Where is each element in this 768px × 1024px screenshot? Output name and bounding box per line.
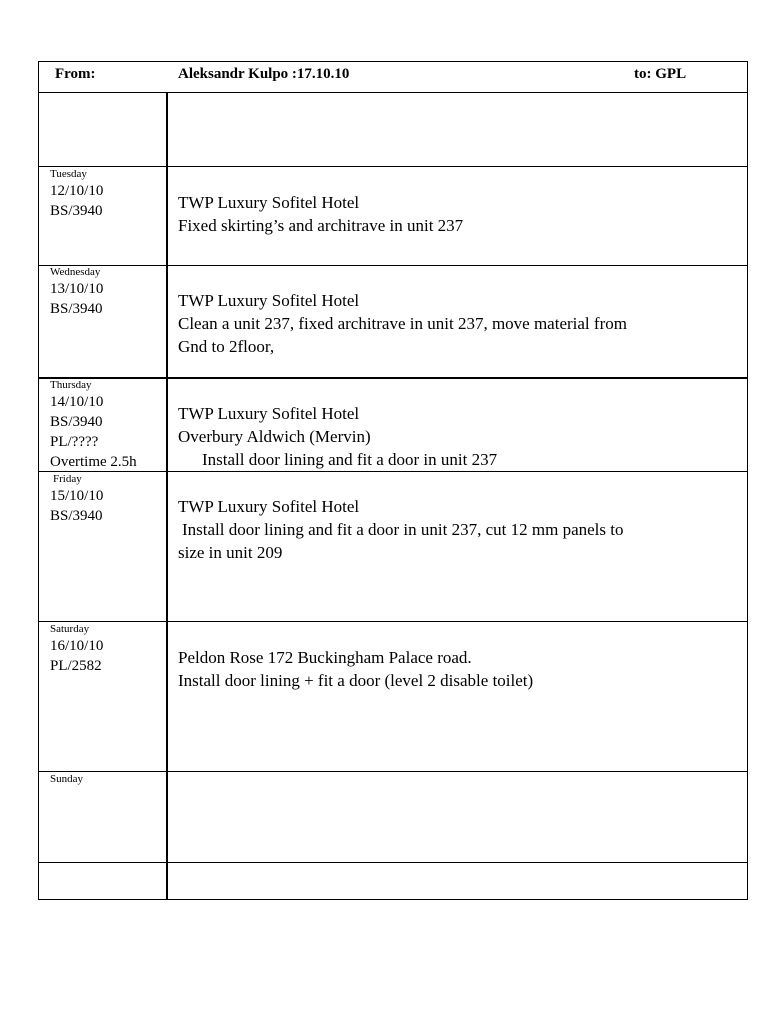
date-text: 13/10/10	[50, 281, 104, 297]
day-label: Thursday	[50, 379, 92, 391]
work-description: Install door lining and fit a door in unit 237, cut 12 mm panels to	[182, 520, 624, 539]
site-name: TWP Luxury Sofitel Hotel	[178, 193, 360, 212]
recipient: to: GPL	[634, 66, 687, 82]
sender-name-date: Aleksandr Kulpo :17.10.10	[178, 66, 350, 82]
job-code: BS/3940	[50, 301, 103, 317]
day-label: Friday	[53, 473, 82, 485]
day-label: Tuesday	[50, 168, 87, 180]
site-name: TWP Luxury Sofitel Hotel	[178, 291, 360, 310]
date-text: 14/10/10	[50, 394, 104, 410]
row-divider	[39, 166, 747, 167]
date-text: 16/10/10	[50, 638, 104, 654]
job-code: PL/2582	[50, 658, 102, 674]
day-cell-sunday	[39, 773, 166, 786]
job-code: BS/3940	[50, 508, 103, 524]
work-description: Fixed skirting’s and architrave in unit 237	[178, 216, 464, 235]
day-cell-tuesday	[39, 168, 166, 221]
day-label: Sunday	[50, 773, 83, 785]
row-divider	[39, 862, 747, 863]
work-cell-friday	[178, 495, 733, 564]
work-description: Install door lining + fit a door (level 2 disable toilet)	[178, 671, 534, 690]
day-cell-thursday	[39, 379, 166, 472]
day-cell-wednesday	[39, 266, 166, 319]
date-text: 12/10/10	[50, 183, 104, 199]
work-description: Gnd to 2floor,	[178, 337, 275, 356]
timesheet-table	[38, 61, 748, 900]
column-divider	[166, 92, 168, 900]
date-text: 15/10/10	[50, 488, 104, 504]
work-description: Install door lining and fit a door in unit 237	[202, 450, 498, 469]
site-name: TWP Luxury Sofitel Hotel	[178, 497, 360, 516]
day-label: Wednesday	[50, 266, 101, 278]
job-code: BS/3940	[50, 203, 103, 219]
overtime-text: Overtime 2.5h	[50, 454, 137, 470]
work-cell-wednesday	[178, 289, 733, 358]
work-cell-tuesday	[178, 191, 733, 237]
site-name: Peldon Rose 172 Buckingham Palace road.	[178, 648, 472, 667]
row-divider	[39, 621, 747, 622]
from-label: From:	[55, 66, 96, 82]
row-divider	[39, 771, 747, 772]
header-row	[39, 62, 747, 93]
job-code: BS/3940	[50, 414, 103, 430]
site-name: TWP Luxury Sofitel Hotel	[178, 404, 360, 423]
work-cell-thursday	[178, 402, 733, 471]
site-name: Overbury Aldwich (Mervin)	[178, 427, 371, 446]
work-cell-saturday	[178, 646, 733, 692]
work-description: size in unit 209	[178, 543, 283, 562]
day-label: Saturday	[50, 623, 90, 635]
day-cell-friday	[39, 473, 166, 526]
work-description: Clean a unit 237, fixed architrave in unit 237, move material from	[178, 314, 627, 333]
day-cell-saturday	[39, 623, 166, 676]
job-code: PL/????	[50, 434, 99, 450]
